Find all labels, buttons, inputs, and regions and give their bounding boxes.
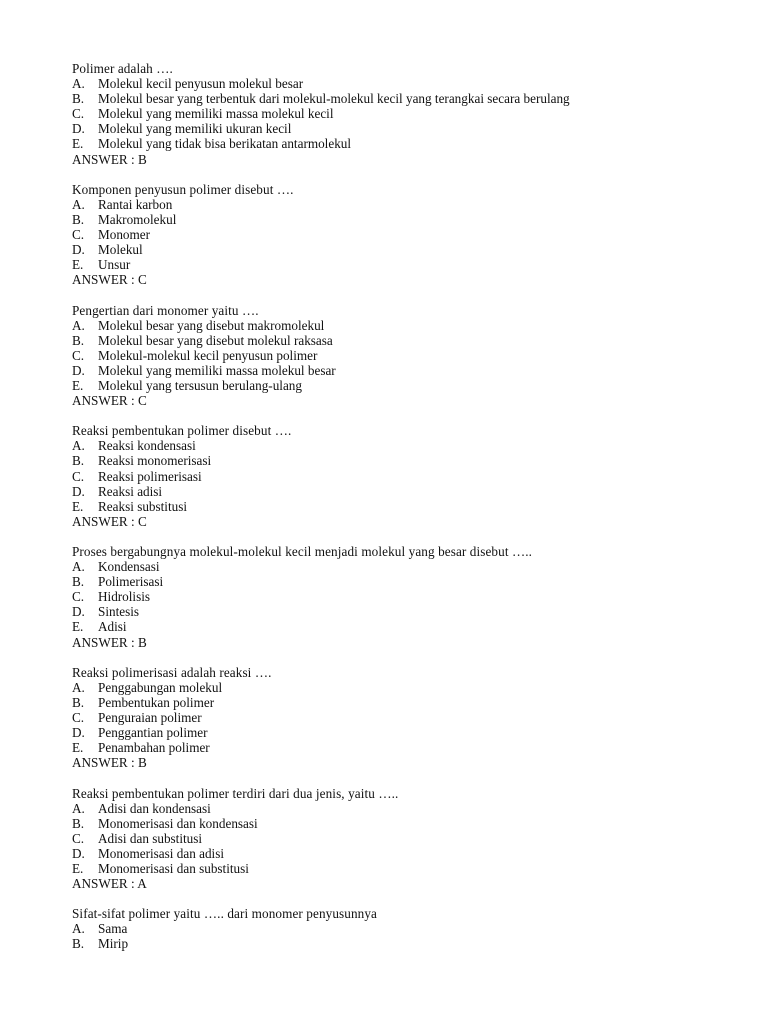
option-text: Penambahan polimer — [98, 740, 210, 756]
option-text: Molekul besar yang terbentuk dari molekul-molekul kecil yang terangkai secara berulang — [98, 91, 570, 107]
option-a — [72, 438, 752, 453]
option-b — [72, 574, 752, 589]
question-8 — [72, 906, 752, 951]
option-letter: D. — [72, 121, 85, 137]
option-text: Molekul besar yang disebut makromolekul — [98, 317, 325, 333]
option-c — [72, 348, 752, 363]
option-letter: B. — [72, 332, 85, 348]
question-2 — [72, 182, 752, 288]
option-letter: D. — [72, 483, 85, 499]
answer-key: ANSWER : C — [72, 393, 147, 409]
option-text: Molekul yang tidak bisa berikatan antarmolekul — [98, 136, 352, 152]
answer-key: ANSWER : C — [72, 513, 147, 529]
answer-key: ANSWER : C — [72, 272, 147, 288]
option-letter: B. — [72, 91, 85, 107]
option-a — [72, 680, 752, 695]
option-c — [72, 710, 752, 725]
option-e — [72, 861, 752, 876]
option-letter: A. — [72, 679, 85, 695]
question-stem: Sifat-sifat polimer yaitu ….. dari monomer penyusunnya — [72, 906, 377, 922]
option-text: Reaksi adisi — [98, 483, 163, 499]
option-letter: B. — [72, 936, 85, 952]
option-letter: E. — [72, 860, 84, 876]
question-1 — [72, 61, 752, 167]
option-b — [72, 212, 752, 227]
option-e — [72, 136, 752, 151]
document-page — [72, 61, 752, 967]
option-text: Penggantian polimer — [98, 725, 208, 741]
option-text: Molekul besar yang disebut molekul raksasa — [98, 332, 333, 348]
question-3 — [72, 303, 752, 409]
option-d — [72, 484, 752, 499]
option-text: Mirip — [98, 936, 129, 952]
option-letter: E. — [72, 257, 84, 273]
question-7 — [72, 786, 752, 892]
option-d — [72, 242, 752, 257]
option-text: Hidrolisis — [98, 589, 151, 605]
option-letter: C. — [72, 106, 85, 122]
option-text: Adisi dan substitusi — [98, 830, 203, 846]
option-text: Molekul yang memiliki ukuran kecil — [98, 121, 292, 137]
option-a — [72, 197, 752, 212]
option-text: Monomerisasi dan substitusi — [98, 860, 249, 876]
option-letter: A. — [72, 559, 85, 575]
option-text: Molekul kecil penyusun molekul besar — [98, 76, 304, 92]
option-text: Sintesis — [98, 604, 140, 620]
option-c — [72, 831, 752, 846]
option-letter: A. — [72, 921, 85, 937]
option-b — [72, 816, 752, 831]
option-b — [72, 453, 752, 468]
option-e — [72, 619, 752, 634]
option-letter: C. — [72, 468, 85, 484]
question-stem: Reaksi pembentukan polimer terdiri dari dua jenis, yaitu ….. — [72, 785, 399, 801]
option-letter: B. — [72, 211, 85, 227]
option-text: Adisi dan kondensasi — [98, 800, 211, 816]
option-text: Monomer — [98, 227, 151, 243]
option-letter: E. — [72, 377, 84, 393]
option-text: Molekul — [98, 242, 143, 258]
option-text: Monomerisasi dan adisi — [98, 845, 224, 861]
option-a — [72, 801, 752, 816]
option-letter: C. — [72, 227, 85, 243]
option-text: Molekul yang memiliki massa molekul besar — [98, 362, 336, 378]
option-b — [72, 695, 752, 710]
option-letter: B. — [72, 694, 85, 710]
option-text: Reaksi kondensasi — [98, 438, 196, 454]
option-letter: C. — [72, 347, 85, 363]
option-letter: E. — [72, 619, 84, 635]
question-stem: Komponen penyusun polimer disebut …. — [72, 181, 294, 197]
option-text: Unsur — [98, 257, 131, 273]
question-4 — [72, 423, 752, 529]
option-c — [72, 589, 752, 604]
option-e — [72, 378, 752, 393]
option-b — [72, 333, 752, 348]
question-stem: Proses bergabungnya molekul-molekul kecil menjadi molekul yang besar disebut ….. — [72, 544, 533, 559]
option-text: Penggabungan molekul — [98, 679, 223, 695]
option-letter: C. — [72, 589, 85, 605]
option-letter: A. — [72, 317, 85, 333]
option-letter: A. — [72, 76, 85, 92]
option-e — [72, 740, 752, 755]
option-letter: B. — [72, 815, 85, 831]
option-letter: D. — [72, 242, 85, 258]
option-text: Molekul-molekul kecil penyusun polimer — [98, 347, 318, 363]
option-c — [72, 469, 752, 484]
option-letter: D. — [72, 845, 85, 861]
option-text: Molekul yang tersusun berulang-ulang — [98, 377, 302, 393]
option-letter: A. — [72, 438, 85, 454]
option-letter: D. — [72, 725, 85, 741]
option-d — [72, 604, 752, 619]
question-stem: Polimer adalah …. — [72, 61, 173, 76]
option-a — [72, 76, 752, 91]
option-letter: E. — [72, 136, 84, 152]
answer-key: ANSWER : B — [72, 634, 147, 650]
option-text: Reaksi polimerisasi — [98, 468, 202, 484]
option-text: Rantai karbon — [98, 196, 173, 212]
answer-key: ANSWER : B — [72, 151, 147, 167]
option-letter: D. — [72, 362, 85, 378]
option-text: Reaksi substitusi — [98, 498, 188, 514]
option-e — [72, 257, 752, 272]
option-text: Kondensasi — [98, 559, 160, 575]
option-letter: A. — [72, 196, 85, 212]
question-stem: Reaksi pembentukan polimer disebut …. — [72, 423, 292, 439]
option-c — [72, 106, 752, 121]
option-letter: B. — [72, 574, 85, 590]
option-letter: E. — [72, 498, 84, 514]
option-b — [72, 936, 752, 951]
option-text: Pembentukan polimer — [98, 694, 215, 710]
option-d — [72, 363, 752, 378]
option-text: Molekul yang memiliki massa molekul kecil — [98, 106, 334, 122]
option-d — [72, 725, 752, 740]
option-e — [72, 499, 752, 514]
option-a — [72, 318, 752, 333]
option-letter: D. — [72, 604, 85, 620]
option-a — [72, 921, 752, 936]
answer-key: ANSWER : B — [72, 755, 147, 771]
option-text: Monomerisasi dan kondensasi — [98, 815, 258, 831]
option-a — [72, 559, 752, 574]
option-letter: C. — [72, 710, 85, 726]
option-text: Penguraian polimer — [98, 710, 202, 726]
option-letter: B. — [72, 453, 85, 469]
option-text: Sama — [98, 921, 128, 937]
option-d — [72, 846, 752, 861]
option-b — [72, 91, 752, 106]
question-6 — [72, 665, 752, 771]
option-d — [72, 121, 752, 136]
option-text: Reaksi monomerisasi — [98, 453, 212, 469]
answer-key: ANSWER : A — [72, 876, 147, 892]
option-letter: A. — [72, 800, 85, 816]
option-letter: C. — [72, 830, 85, 846]
question-5 — [72, 544, 752, 650]
question-stem: Pengertian dari monomer yaitu …. — [72, 302, 259, 318]
question-stem: Reaksi polimerisasi adalah reaksi …. — [72, 664, 272, 680]
option-letter: E. — [72, 740, 84, 756]
option-text: Polimerisasi — [98, 574, 164, 590]
option-text: Makromolekul — [98, 211, 177, 227]
option-c — [72, 227, 752, 242]
option-text: Adisi — [98, 619, 127, 635]
